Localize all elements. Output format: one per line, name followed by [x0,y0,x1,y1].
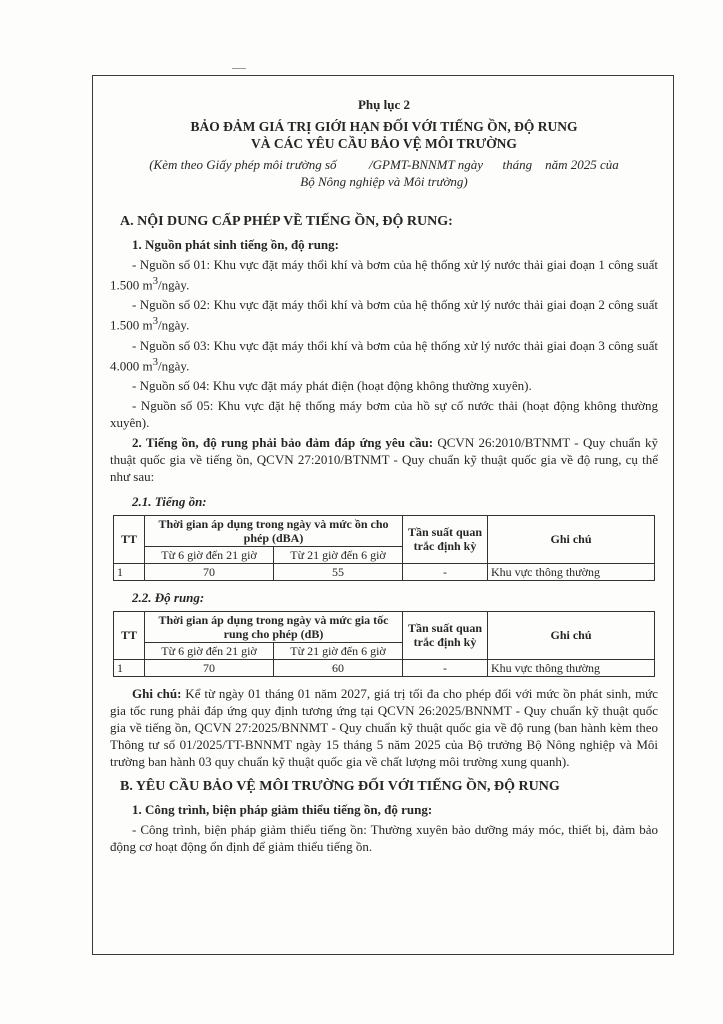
mitigation-text: - Công trình, biện pháp giảm thiểu tiếng ồn: Thường xuyên bảo dưỡng máy móc, thiết bị, đảm bảo động cơ hoạt động ổn định để giảm thiểu tiếng ồn. [110,821,658,854]
appendix-label: Phụ lục 2 [357,97,410,112]
col-night: Từ 21 giờ đến 6 giờ [274,546,403,563]
col-night: Từ 21 giờ đến 6 giờ [274,642,403,659]
title-line-1: BẢO ĐẢM GIÁ TRỊ GIỚI HẠN ĐỐI VỚI TIẾNG ỒN, ĐỘ RUNG [190,119,578,134]
vibration-table [113,611,655,677]
noise-table [113,515,655,581]
col-day: Từ 6 giờ đến 21 giờ [145,642,274,659]
col-tt: TT [114,515,145,563]
subtitle-line-2: Bộ Nông nghiệp và Môi trường) [300,174,468,189]
subtitle-line-1: (Kèm theo Giấy phép môi trường số /GPMT-BNNMT ngày tháng năm 2025 của [149,157,619,172]
section-b-heading: B. YÊU CẦU BẢO VỆ MÔI TRƯỜNG ĐỐI VỚI TIẾNG ỒN, ĐỘ RUNG [120,778,560,794]
source-item: - Nguồn số 05: Khu vực đặt hệ thống máy bơm của hồ sự cố nước thải (hoạt động không thường xuyên). [110,397,658,430]
col-day: Từ 6 giờ đến 21 giờ [145,546,274,563]
section-a-heading: A. NỘI DUNG CẤP PHÉP VỀ TIẾNG ỒN, ĐỘ RUNG: [120,214,453,229]
title-line-2: VÀ CÁC YÊU CẦU BẢO VỆ MÔI TRƯỜNG [251,136,517,151]
mitigation-heading: 1. Công trình, biện pháp giảm thiểu tiếng ồn, độ rung: [132,801,433,817]
table-row: 1 70 60 - Khu vực thông thường [114,659,655,676]
pen-mark [232,68,246,72]
vibration-heading: 2.2. Độ rung: [132,589,205,605]
col-note: Ghi chú [488,611,655,659]
table-row: 1 70 55 - Khu vực thông thường [114,563,655,580]
source-item: - Nguồn số 03: Khu vực đặt máy thổi khí và bơm của hệ thống xử lý nước thải giai đoạn 3 công suất 4.000 $m^3$/ngày. [110,337,658,373]
col-note: Ghi chú [488,515,655,563]
col-time: Thời gian áp dụng trong ngày và mức gia tốc rung cho phép (dB) [145,611,403,642]
note-paragraph: Ghi chú: Kể từ ngày 01 tháng 01 năm 2027, giá trị tối đa cho phép đối với mức ồn phát sinh, mức gia tốc rung phải đáp ứng quy định tương ứng tại QCVN 26:2025/BNNMT - Quy chuẩn kỹ thuật quốc gia về tiếng ồn, QCVN 27:2025/BNNMT - Quy chuẩn kỹ thuật quốc gia về độ rung (ban hành kèm theo Thông tư số 01/2025/TT-BNNMT ngày 15 tháng 5 năm 2025 của Bộ trưởng Bộ Nông nghiệp và Môi trường ban hành 03 quy chuẩn kỹ thuật quốc gia về chất lượng môi trường xung quanh). [110,685,658,769]
col-frequency: Tần suất quan trắc định kỳ [403,611,488,659]
col-time: Thời gian áp dụng trong ngày và mức ồn cho phép (dBA) [145,515,403,546]
source-item: - Nguồn số 04: Khu vực đặt máy phát điện (hoạt động không thường xuyên). [132,377,532,393]
sources-heading: 1. Nguồn phát sinh tiếng ồn, độ rung: [132,237,339,252]
col-frequency: Tần suất quan trắc định kỳ [403,515,488,563]
subtitle [110,156,658,190]
noise-heading: 2.1. Tiếng ồn: [132,493,207,509]
document-body [110,96,658,855]
col-tt: TT [114,611,145,659]
source-item: - Nguồn số 01: Khu vực đặt máy thổi khí và bơm của hệ thống xử lý nước thải giai đoạn 1 công suất 1.500 $m^3$/ngày. [110,257,658,293]
source-item: - Nguồn số 02: Khu vực đặt máy thổi khí và bơm của hệ thống xử lý nước thải giai đoạn 2 công suất 1.500 $m^3$/ngày. [110,297,658,333]
requirements-paragraph: 2. Tiếng ồn, độ rung phải bảo đảm đáp ứng yêu cầu: QCVN 26:2010/BTNMT - Quy chuẩn kỹ thuật quốc gia về tiếng ồn, QCVN 27:2010/BTNMT - Quy chuẩn kỹ thuật quốc gia về độ rung, cụ thể như sau: [110,434,658,484]
